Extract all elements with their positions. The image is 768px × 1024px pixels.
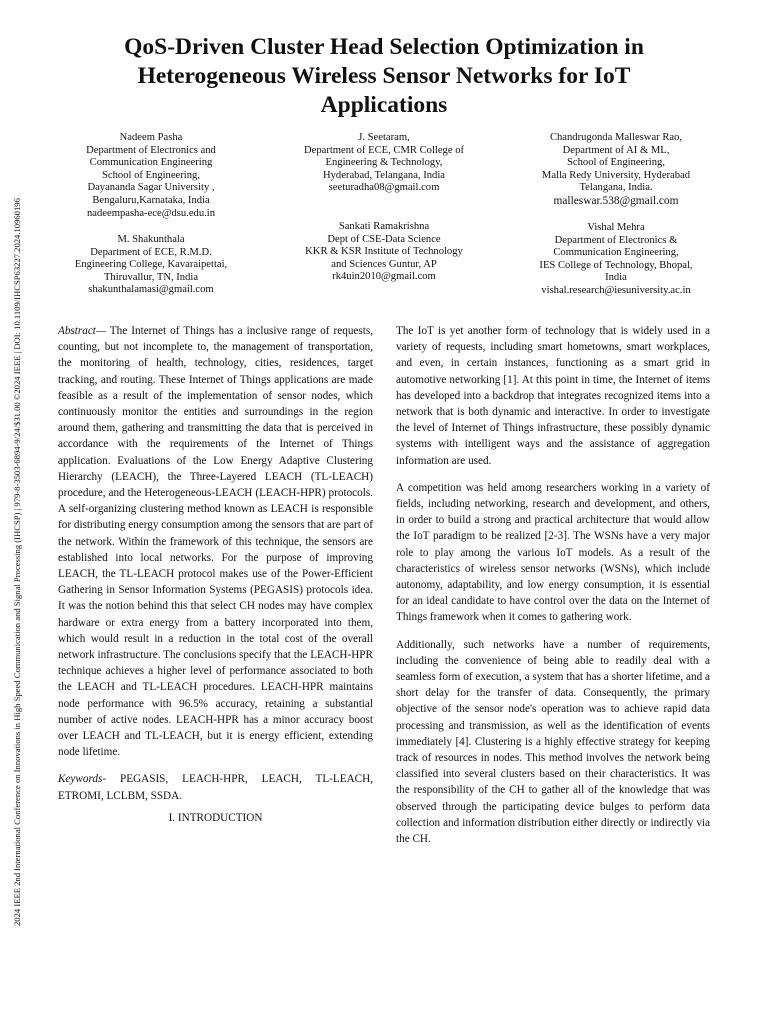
author-2-name: J. Seetaram, <box>358 132 410 143</box>
intro-paragraph: The IoT is yet another form of technology that is widely used in a variety of requests, including smart hometowns, smart workplaces, and even, in certain instances, functioning as a smart grid in automotive networking [1]. At this point in time, the Internet of items has developed into a backdrop that integrates recognized items into a network that is both dynamic and interactive. In order to investigate the level of Internet of Things infrastructure, these possibly dynamic systems with intelligent ways and the assistance of aggregation information are used. <box>396 325 710 467</box>
author-4-line: Department of ECE, R.M.D. <box>90 246 212 258</box>
author-2 <box>288 132 480 195</box>
author-5 <box>288 221 480 284</box>
author-1-line: Communication Engineering <box>89 157 213 169</box>
author-1-email: nadeempasha-ece@dsu.edu.in <box>87 207 215 219</box>
author-6-line: Department of Electronics & <box>554 234 678 246</box>
abstract-text: The Internet of Things has a inclusive range of requests, counting, but not incomplete to, the management of transportation, the monitoring of health, technology, cities, residences, target tracking, and routing. These Internet of Things applications are made feasible as a result of the implementation of sensor nodes, which continuously monitor the entities and surroundings in the region around them, gathering and transmitting the data that is perceived in accordance with the requirements of the Internet of Things application. Evaluations of the Low Energy Adaptive Clustering Hierarchy (LEACH), the Three-Layered LEACH (TL-LEACH) procedure, and the Heterogeneous-LEACH (LEACH-HPR) protocols. A self-organizing clustering method known as LEACH is responsible for distributing energy consumption among the sensors that are part of the network. Within the framework of this technique, the sensors are established into local networks. For the purpose of improving LEACH, the TL-LEACH protocol makes use of the Power-Efficient Gathering in Sensor Information Systems (PEGASIS) protocols idea. It was the notion behind this that select CH nodes may have complex hardware or extra energy from a battery incorporated into them, which would result in a reduction in the total cost of the overall network infrastructure. The conclusions specify that the LEACH-HPR technique achieves a higher level of performance associated to both the LEACH and TL-LEACH procedures. LEACH-HPR maintains node performance with 96.5% accuracy, retaining a substantial number of active nodes. LEACH-HPR has a minor accuracy boost over LEACH and TL-LEACH, but it is energy efficient, extending node lifetime. <box>58 325 373 759</box>
abstract-label: Abstract— <box>58 325 106 337</box>
keywords-label: Keywords- <box>58 773 107 786</box>
intro-paragraph: A competition was held among researchers working in a variety of fields, including networking, research and development, and others, in order to build a strong and practical architecture that would allow the IoT paradigm to be realized [2-3]. The WSNs have a very major role to play among the various IoT models. As a result of the characteristics of wireless sensor networks (WSNs), which include autonomy, adaptability, and low energy consumption, it is essential for an ideal candidate to have control over the data on the Internet of Things framework when it comes to gathering work. <box>396 481 710 624</box>
intro-paragraph: Additionally, such networks have a number of requirements, including the convenience of being able to readily deal with a seamless form of execution, a system that has a shorter lifetime, and a short delay for the transfer of data. Consequently, the primary objective of the sensor node's operation was to achieve rapid data processing and transmission, as well as the identification of events immediately [4]. Clustering is a highly effective strategy for keeping track of resources in nodes. This method involves the network being classified into several clusters based on their characteristics. It was the responsibility of the CH to gather all of the knowledge that was observed through the participating device bulges to perform data collection and information distribution either directly or indirectly via the CH. <box>396 638 710 846</box>
author-4 <box>60 234 242 297</box>
author-5-line: KKR & KSR Institute of Technology <box>305 246 463 258</box>
author-2-line: Engineering & Technology, <box>325 157 443 169</box>
author-2-line: Department of ECE, CMR College of <box>303 144 465 156</box>
author-1-line: Bengaluru,Karnataka, India <box>92 194 210 206</box>
author-1 <box>60 132 242 220</box>
author-6-email: vishal.research@iesuniversity.ac.in <box>541 284 691 296</box>
author-2-email: seeturadha08@gmail.com <box>328 182 440 194</box>
publication-info: 2024 IEEE 2nd International Conference on Innovations in High Speed Communication and Signal Processing (IHCSP) | 979-8-3503-6894-9/24/$31.00 ©2024 IEEE | DOI: 10.1109/IHCSP63227.2024.10960196 <box>12 198 22 926</box>
author-6-line: IES College of Technology, Bhopal, <box>539 259 693 271</box>
author-4-line: Thiruvallur, TN, India <box>103 271 199 283</box>
author-5-name: Sankati Ramakrishna <box>338 221 430 232</box>
author-2-line: Hyderabad, Telangana, India <box>322 169 445 181</box>
author-3 <box>520 132 712 208</box>
author-5-line: and Sciences Guntur, AP <box>331 258 437 270</box>
section-heading: I. INTRODUCTION <box>168 811 263 824</box>
keywords <box>58 771 373 803</box>
author-3-line: Malla Redy University, Hyderabad <box>541 169 691 181</box>
left-column <box>58 323 373 826</box>
author-5-line: Dept of CSE-Data Science <box>327 233 441 245</box>
author-6-line: Communication Engineering, <box>553 247 679 259</box>
abstract <box>58 323 373 760</box>
author-1-line: Department of Electronics and <box>86 144 216 156</box>
author-5-email: rk4uin2010@gmail.com <box>332 271 436 283</box>
author-1-line: School of Engineering, <box>102 169 200 181</box>
keywords-text: PEGASIS, LEACH-HPR, LEACH, TL-LEACH, ETROMI, LCLBM, SSDA. <box>58 773 373 802</box>
author-1-line: Dayananda Sagar University , <box>87 182 215 194</box>
publication-sidebar <box>10 96 26 926</box>
right-column <box>396 323 710 858</box>
author-3-line: School of Engineering, <box>567 157 665 169</box>
author-4-name: M. Shakunthala <box>117 234 185 245</box>
author-3-name: Chandrugonda Malleswar Rao, <box>549 132 683 143</box>
author-6-line: India <box>605 272 627 284</box>
author-6 <box>520 222 712 298</box>
author-6-name: Vishal Mehra <box>587 222 645 233</box>
author-1-name: Nadeem Pasha <box>119 132 183 143</box>
author-3-line: Telangana, India. <box>579 182 653 194</box>
author-3-email: malleswar.538@gmail.com <box>553 194 679 207</box>
author-4-line: Engineering College, Kavaraipettai, <box>74 259 228 271</box>
paper-title: QoS-Driven Cluster Head Selection Optimization in Heterogeneous Wireless Sensor Networks for IoT Applications <box>124 34 644 118</box>
author-3-line: Department of AI & ML, <box>562 144 670 156</box>
author-4-email: shakunthalamasi@gmail.com <box>88 284 214 296</box>
